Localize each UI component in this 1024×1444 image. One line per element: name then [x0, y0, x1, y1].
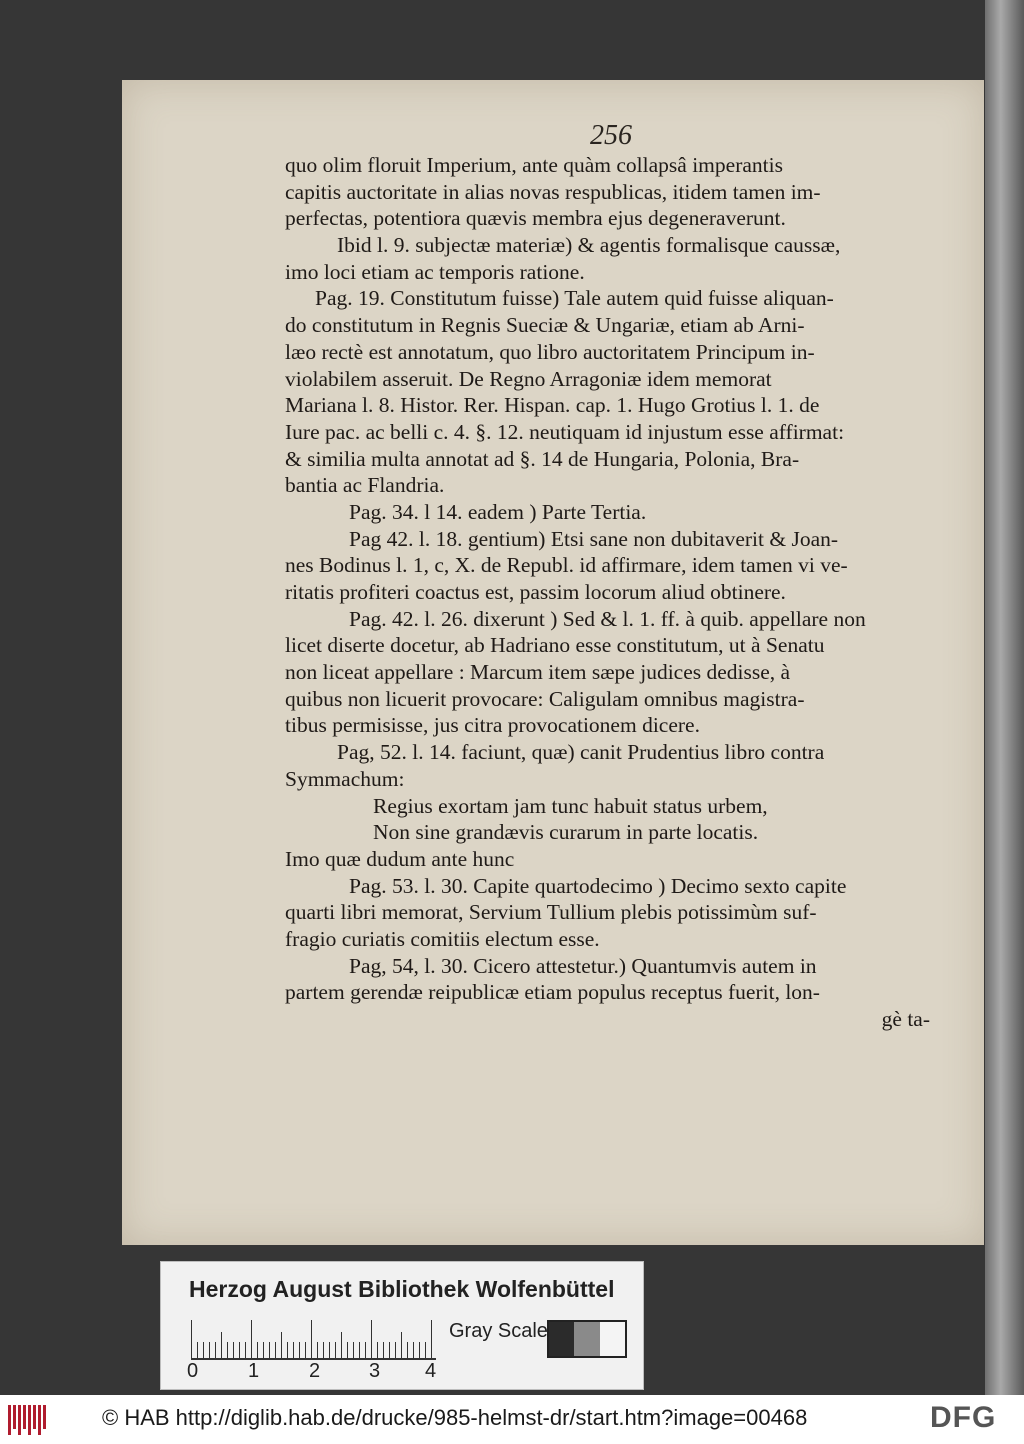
ruler-tick: [257, 1342, 258, 1358]
ruler-tick: [407, 1342, 408, 1358]
ruler-tick: [245, 1342, 246, 1358]
text-line: non liceat appellare : Marcum item sæpe judices dedisse, à: [285, 660, 791, 685]
ruler-tick: [269, 1342, 270, 1358]
logo-bar: [23, 1405, 26, 1429]
logo-bar: [38, 1405, 41, 1435]
ruler-tick: [251, 1320, 252, 1358]
ruler-tick: [203, 1342, 204, 1358]
logo-bar: [18, 1405, 21, 1435]
text-line: gè ta-: [881, 1007, 930, 1031]
text-line: capitis auctoritate in alias novas respublicas, itidem tamen im-: [285, 179, 821, 204]
ruler-tick: [221, 1332, 222, 1358]
logo-bar: [13, 1405, 16, 1429]
ruler-tick: [293, 1342, 294, 1358]
text-line: quo olim floruit Imperium, ante quàm collapsâ imperantis: [285, 153, 783, 177]
ruler-number: 1: [248, 1360, 260, 1382]
text-line: Pag, 54, l. 30. Cicero attestetur.) Quantumvis autem in: [349, 953, 817, 978]
library-name: Herzog August Bibliothek Wolfenbüttel: [189, 1276, 615, 1302]
page-number: 256: [590, 120, 632, 151]
ruler-tick: [347, 1342, 348, 1358]
ruler-tick: [401, 1332, 402, 1358]
text-line: licet diserte docetur, ab Hadriano esse constitutum, ut à Senatu: [285, 633, 825, 658]
text-line: quarti libri memorat, Servium Tullium plebis potissimùm suf-: [285, 900, 817, 925]
ruler-number: 4: [425, 1360, 437, 1382]
text-line: partem gerendæ reipublicæ etiam populus receptus fuerit, lon-: [285, 980, 820, 1005]
text-line: Symmachum:: [285, 766, 405, 791]
gray-swatch: [574, 1322, 599, 1356]
ruler-tick: [383, 1342, 384, 1358]
ruler-tick: [365, 1342, 366, 1358]
text-line: nes Bodinus l. 1, c, X. de Republ. id affirmare, idem tamen vi ve-: [285, 553, 848, 578]
ruler-tick: [209, 1342, 210, 1358]
ruler-tick: [287, 1342, 288, 1358]
text-line: Non sine grandævis curarum in parte locatis.: [373, 820, 759, 845]
ruler-tick: [263, 1342, 264, 1358]
text-line: do constitutum in Regnis Sueciæ & Ungariæ, etiam ab Arni-: [285, 313, 805, 338]
ruler-number: 3: [369, 1360, 381, 1382]
ruler-tick: [359, 1342, 360, 1358]
ruler-tick: [419, 1342, 420, 1358]
text-line: & similia multa annotat ad §. 14 de Hungaria, Polonia, Bra-: [285, 446, 800, 471]
text-line: Ibid l. 9. subjectæ materiæ) & agentis formalisque caussæ,: [337, 233, 841, 258]
ruler-tick: [305, 1342, 306, 1358]
gray-swatch: [600, 1322, 625, 1356]
text-line: tibus permisisse, jus citra provocationem dicere.: [285, 713, 700, 738]
ruler-tick: [281, 1332, 282, 1358]
text-line: quibus non licuerit provocare: Caligulam omnibus magistra-: [285, 686, 805, 711]
gray-scale-swatches: [547, 1320, 627, 1358]
ruler-tick: [227, 1342, 228, 1358]
ruler-tick: [389, 1342, 390, 1358]
ruler-tick: [311, 1320, 312, 1358]
ruler-number: 0: [187, 1360, 199, 1382]
text-line: perfectas, potentiora quævis membra ejus degeneraverunt.: [285, 206, 786, 231]
ruler-tick: [377, 1342, 378, 1358]
text-line: Mariana l. 8. Histor. Rer. Hispan. cap. 1. Hugo Grotius l. 1. de: [285, 393, 820, 418]
ruler-number: 2: [309, 1360, 321, 1382]
text-line: Iure pac. ac belli c. 4. §. 12. neutiquam id injustum esse affirmat:: [285, 419, 845, 444]
text-line: Pag. 53. l. 30. Capite quartodecimo ) Decimo sexto capite: [349, 873, 847, 898]
text-line: Imo quæ dudum ante hunc: [285, 846, 515, 871]
page-text: [285, 152, 930, 1033]
text-line: ritatis profiteri coactus est, passim locorum aliud obtinere.: [285, 580, 786, 604]
text-line: læo rectè est annotatum, quo libro auctoritatem Principum in-: [285, 339, 815, 364]
ruler-tick: [323, 1342, 324, 1358]
text-line: fragio curiatis comitiis electum esse.: [285, 926, 600, 951]
ruler-scale: [191, 1320, 436, 1360]
logo-bar: [28, 1405, 31, 1435]
ruler-tick: [353, 1342, 354, 1358]
ruler-tick: [197, 1342, 198, 1358]
ruler-tick: [431, 1320, 432, 1358]
ruler-tick: [425, 1342, 426, 1358]
text-line: violabilem asseruit. De Regno Arragoniæ idem memorat: [285, 366, 772, 391]
gray-swatch: [549, 1322, 574, 1356]
logo-bar: [43, 1405, 46, 1429]
text-line: Pag. 19. Constitutum fuisse) Tale autem quid fuisse aliquan-: [315, 286, 834, 311]
text-line: Pag 42. l. 18. gentium) Etsi sane non dubitaverit & Joan-: [349, 526, 839, 551]
logo-bar: [8, 1405, 11, 1435]
ruler-tick: [299, 1342, 300, 1358]
ruler-tick: [239, 1342, 240, 1358]
text-line: Pag, 52. l. 14. faciunt, quæ) canit Prudentius libro contra: [337, 740, 825, 765]
ruler-tick: [335, 1342, 336, 1358]
ruler-tick: [395, 1342, 396, 1358]
ruler-tick: [275, 1342, 276, 1358]
logo-bar: [33, 1405, 36, 1429]
ruler-tick: [317, 1342, 318, 1358]
ruler-tick: [329, 1342, 330, 1358]
color-scale-card: [160, 1261, 644, 1390]
text-line: Pag. 42. l. 26. dixerunt ) Sed & l. 1. ff. à quib. appellare non: [349, 606, 866, 631]
ruler-tick: [371, 1320, 372, 1358]
text-line: imo loci etiam ac temporis ratione.: [285, 259, 585, 284]
ruler-tick: [341, 1332, 342, 1358]
ruler-tick: [233, 1342, 234, 1358]
adjacent-page-edge: [985, 0, 1024, 1395]
ruler-tick: [215, 1342, 216, 1358]
dfg-logo: DFG: [930, 1401, 997, 1434]
ruler-tick: [413, 1342, 414, 1358]
hab-logo-icon: [8, 1405, 50, 1435]
ruler-tick: [191, 1320, 192, 1358]
text-line: Pag. 34. l 14. eadem ) Parte Tertia.: [349, 499, 647, 524]
text-line: Regius exortam jam tunc habuit status urbem,: [373, 793, 768, 818]
footer-bar: [0, 1395, 1024, 1444]
text-line: bantia ac Flandria.: [285, 473, 445, 498]
copyright-link[interactable]: © HAB http://diglib.hab.de/drucke/985-helmst-dr/start.htm?image=00468: [102, 1405, 808, 1430]
grayscale-label: Gray Scale: [449, 1320, 548, 1342]
